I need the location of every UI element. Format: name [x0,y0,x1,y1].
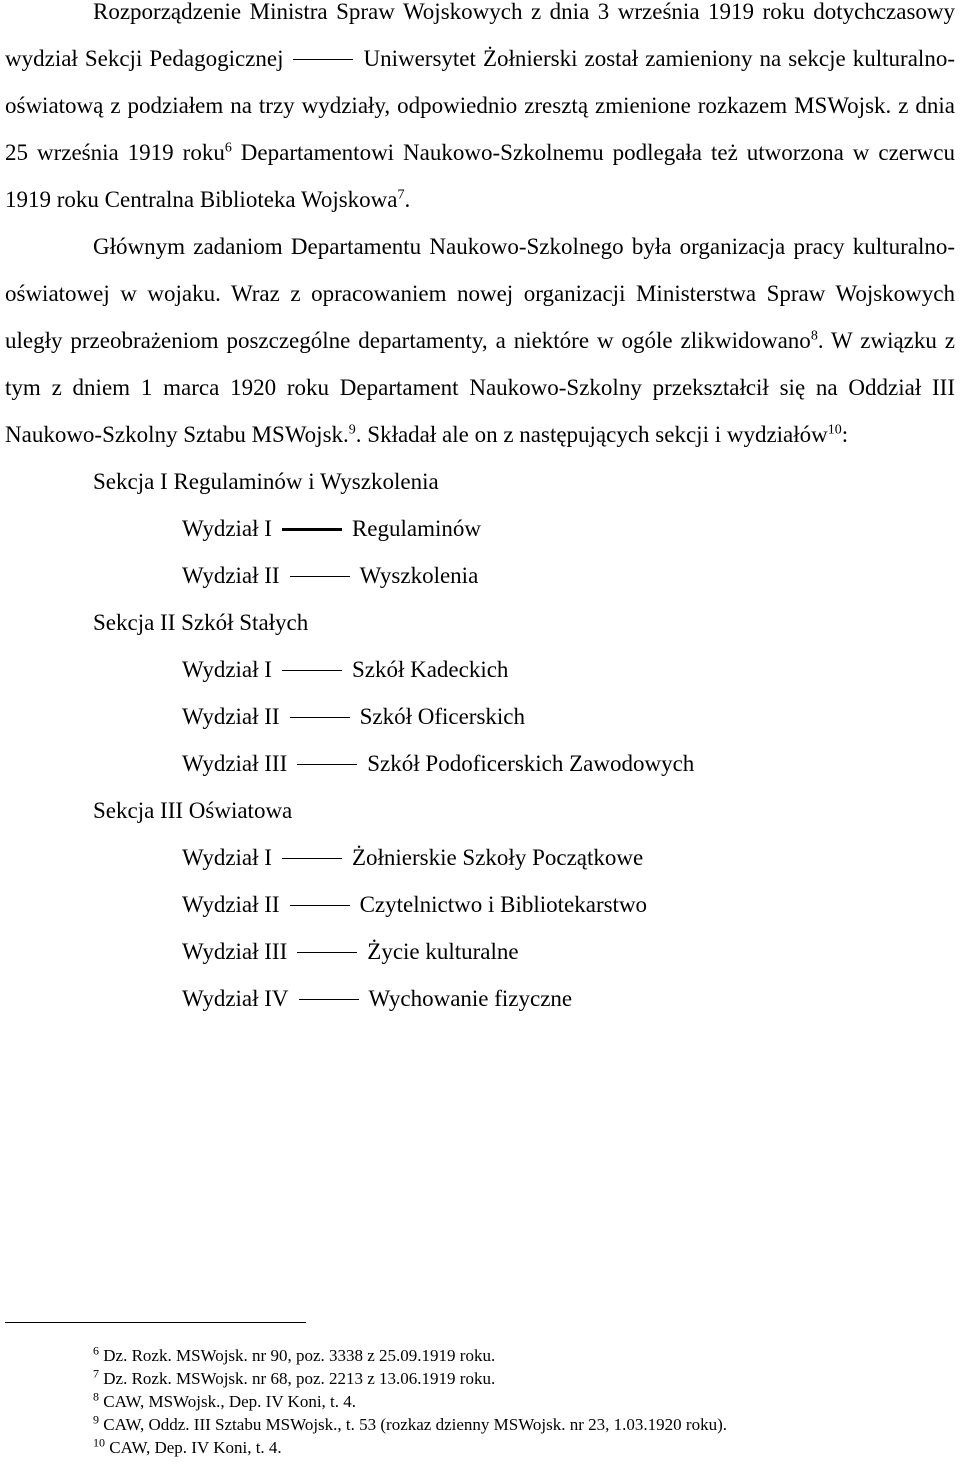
em-dash [299,999,359,1000]
wydzial-number: Wydział II [182,892,280,917]
wydzial-item [5,881,955,928]
footnote-ref-9[interactable]: 9 [348,422,356,438]
footnote-6 [93,1344,953,1367]
wydzial-name: Życie kulturalne [367,939,519,964]
wydzial-name: Regulaminów [351,516,481,541]
wydzial-name: Szkół Oficerskich [359,704,526,729]
footnote-text: CAW, MSWojsk., Dep. IV Koni, t. 4. [99,1392,357,1411]
wydzial-number: Wydział II [182,704,280,729]
em-dash [282,670,342,671]
wydzial-name: Szkół Podoficerskich Zawodowych [367,751,695,776]
footnotes [93,1344,953,1459]
wydzial-number: Wydział III [182,939,288,964]
wydzial-number: Wydział III [182,751,288,776]
wydzial-item [5,646,955,693]
footnote-text: CAW, Dep. IV Koni, t. 4. [105,1438,282,1457]
sekcja-heading: Sekcja II Szkół Stałych [93,610,309,635]
wydzial-item [5,834,955,881]
em-dash [290,717,350,718]
em-dash [297,764,357,765]
wydzial-number: Wydział II [182,563,280,588]
wydzial-item [5,505,955,552]
paragraph-2-text-d: : [841,422,849,447]
wydzial-item [5,740,955,787]
em-dash [290,576,350,577]
wydzial-name: Czytelnictwo i Bibliotekarstwo [359,892,648,917]
footnote-number: 9 [93,1412,99,1427]
wydzial-name: Żołnierskie Szkoły Początkowe [351,845,644,870]
footnote-ref-10[interactable]: 10 [827,422,842,438]
wydzial-number: Wydział I [182,516,272,541]
footnote-number: 10 [93,1435,105,1450]
sekcja-heading: Sekcja I Regulaminów i Wyszkolenia [93,469,439,494]
sekcja-heading: Sekcja III Oświatowa [93,798,293,823]
paragraph-2 [5,223,955,458]
paragraph-2-text-a: Głównym zadaniom Departamentu Naukowo-Szkolnego była organizacja pracy kulturalno-oświatowej w wojaku. Wraz z opracowaniem nowej organizacji Ministerstwa Spraw Wojskowych uległy przeobrażeniom poszczególne departamenty, a niektóre w ogóle zlikwidowano [5,234,955,353]
em-dash [282,858,342,859]
wydzial-item [5,975,955,1022]
wydzial-number: Wydział IV [182,986,289,1011]
footnote-number: 8 [93,1389,99,1404]
document-page [5,0,955,1022]
paragraph-1-text-b: Uniwersytet Żołnierski został zamieniony na sekcje kulturalno-oświatową z podziałem na trzy wydziały, odpowiednio zresztą zmienione rozkazem MSWojsk. z dnia 25 września 1919 roku [5,46,955,165]
footnote-ref-8[interactable]: 8 [810,328,818,344]
footnote-10 [93,1436,953,1459]
em-dash [290,905,350,906]
paragraph-2-text-c: . Składał ale on z następujących sekcji i wydziałów [355,422,828,447]
em-dash [293,59,353,60]
footnote-text: CAW, Oddz. III Sztabu MSWojsk., t. 53 (rozkaz dzienny MSWojsk. nr 23, 1.03.1920 roku). [99,1415,727,1434]
footnote-text: Dz. Rozk. MSWojsk. nr 68, poz. 2213 z 13.06.1919 roku. [99,1369,496,1388]
footnote-9 [93,1413,953,1436]
footnote-ref-6[interactable]: 6 [224,140,232,156]
paragraph-1-line-1: Rozporządzenie Ministra Spraw Wojskowych z dnia 3 września 1919 roku [93,0,805,24]
wydzial-item [5,928,955,975]
wydzial-item [5,552,955,599]
paragraph-2-text-b: . W związku z tym z dniem 1 marca 1920 roku Departament Naukowo-Szkolny przekształcił się na Oddział III Naukowo-Szkolny Sztabu MSWojsk. [5,328,956,447]
footnote-7 [93,1367,953,1390]
footnote-number: 6 [93,1343,99,1358]
wydzial-name: Wyszkolenia [359,563,479,588]
em-dash [282,528,342,531]
footnote-separator [5,1322,306,1323]
footnote-ref-7[interactable]: 7 [397,187,405,203]
wydzial-name: Wychowanie fizyczne [368,986,573,1011]
paragraph-1-end: . [404,187,411,212]
footnote-8 [93,1390,953,1413]
footnote-number: 7 [93,1366,99,1381]
footnote-text: Dz. Rozk. MSWojsk. nr 90, poz. 3338 z 25.09.1919 roku. [99,1346,496,1365]
paragraph-1 [5,0,955,223]
paragraph-1-text-a: dotychczasowy wydział Sekcji Pedagogicznej [5,0,956,71]
em-dash [297,952,357,953]
section-outline [5,458,955,1022]
wydzial-number: Wydział I [182,845,272,870]
wydzial-item [5,693,955,740]
wydzial-number: Wydział I [182,657,272,682]
wydzial-name: Szkół Kadeckich [351,657,509,682]
paragraph-1-text-c: Departamentowi Naukowo-Szkolnemu podlegała też utworzona w czerwcu 1919 roku Centralna Biblioteka Wojskowa [5,140,955,212]
